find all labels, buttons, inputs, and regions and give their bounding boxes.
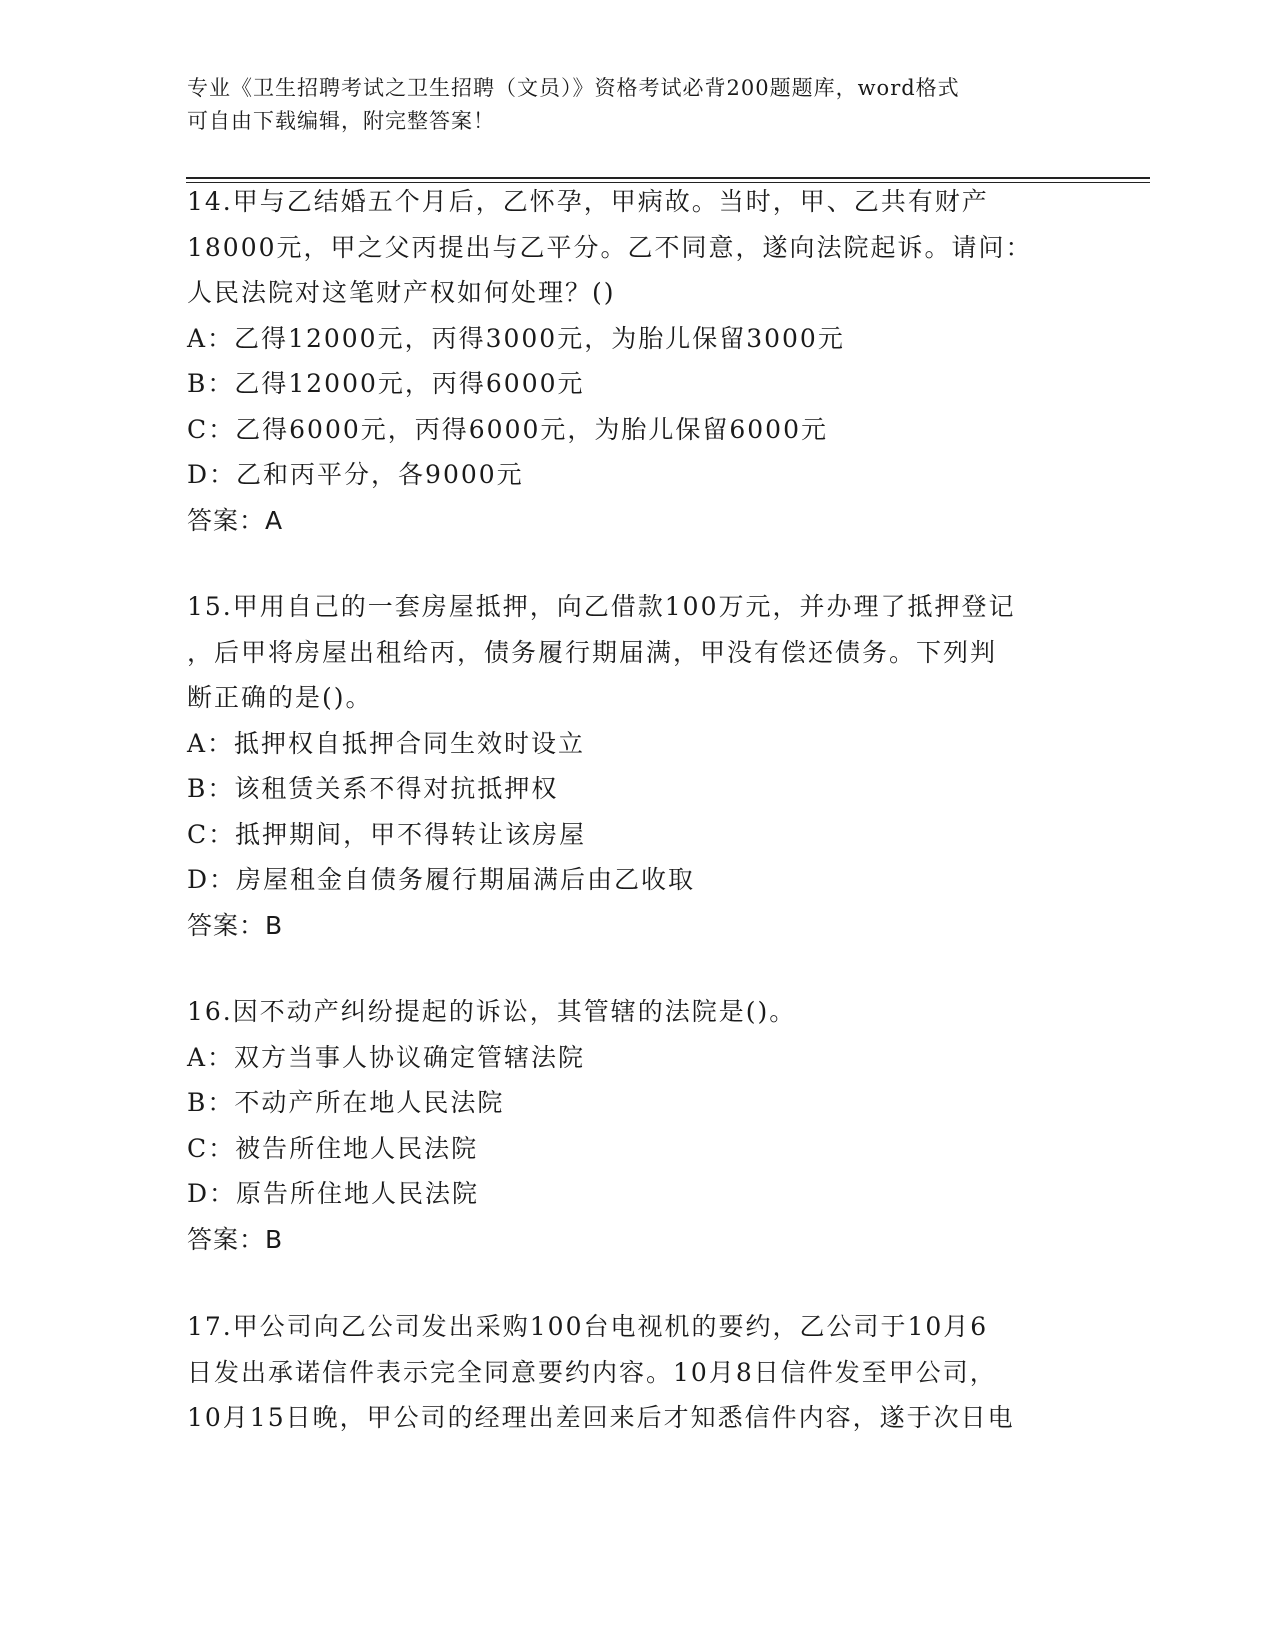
document-header [187,72,1087,138]
question-stem-line: ，后甲将房屋出租给丙，债务履行期届满，甲没有偿还债务。下列判 [187,637,998,667]
question-stem-line: 18000元，甲之父丙提出与乙平分。乙不同意，遂向法院起诉。请问： [187,232,1033,262]
option-d: D：乙和丙平分，各9000元 [187,460,524,489]
option-c: C：抵押期间，甲不得转让该房屋 [187,819,587,849]
answer-text: 答案：A [187,505,284,535]
question-17 [187,1304,1087,1441]
question-stem-line: 16.因不动产纠纷提起的诉讼，其管辖的法院是()。 [187,997,797,1026]
question-stem-line: 17.甲公司向乙公司发出采购100台电视机的要约，乙公司于10月6 [187,1312,989,1341]
option-d: D：房屋租金自债务履行期届满后由乙收取 [187,865,696,894]
question-16 [187,989,1087,1262]
question-stem-line: 15.甲用自己的一套房屋抵押，向乙借款100万元，并办理了抵押登记 [187,592,1016,621]
option-b: B：该租赁关系不得对抗抵押权 [187,774,559,803]
option-b: B：不动产所在地人民法院 [187,1088,505,1117]
option-c: C：乙得6000元，丙得6000元，为胎儿保留6000元 [187,414,828,444]
question-15 [187,584,1087,948]
answer-text: 答案：B [187,910,284,940]
question-stem-line: 10月15日晚，甲公司的经理出差回来后才知悉信件内容，遂于次日电 [187,1403,1015,1432]
answer-text: 答案：B [187,1224,284,1254]
question-stem-line: 14.甲与乙结婚五个月后，乙怀孕，甲病故。当时，甲、乙共有财产 [187,187,989,216]
question-stem-line: 日发出承诺信件表示完全同意要约内容。10月8日信件发至甲公司， [187,1357,997,1387]
option-b: B：乙得12000元，丙得6000元 [187,369,585,398]
option-a: A：乙得12000元，丙得3000元，为胎儿保留3000元 [187,323,845,353]
question-14 [187,179,1087,543]
option-c: C：被告所住地人民法院 [187,1133,479,1163]
option-d: D：原告所住地人民法院 [187,1179,480,1208]
question-stem-line: 断正确的是()。 [187,683,373,712]
header-line-2: 可自由下载编辑，附完整答案！ [187,109,495,133]
header-line-1: 专业《卫生招聘考试之卫生招聘（文员）》资格考试必背200题题库，word格式 [187,76,960,100]
question-stem-line: 人民法院对这笔财产权如何处理？() [187,278,616,307]
option-a: A：抵押权自抵押合同生效时设立 [187,728,586,758]
option-a: A：双方当事人协议确定管辖法院 [187,1042,586,1072]
